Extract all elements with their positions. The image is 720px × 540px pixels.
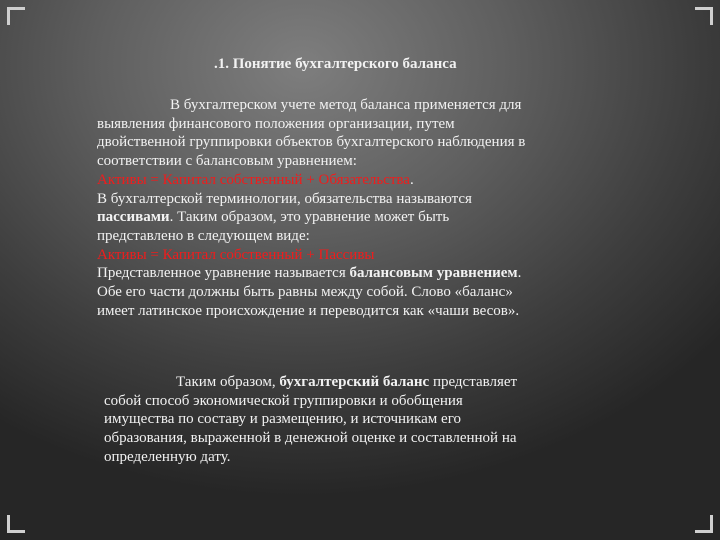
text-fragment: представляет	[429, 374, 518, 390]
text-line: имеет латинское происхождение и переводится как «чаши весов».	[97, 302, 520, 319]
text-line	[97, 264, 627, 283]
text-line: выявления финансового положения организации, путем	[97, 115, 455, 132]
corner-bracket-top-left	[7, 7, 25, 25]
text-line: определенную дату.	[104, 448, 231, 465]
corner-bracket-bottom-right	[695, 515, 713, 533]
equation-assets-liabilities: Активы = Капитал собственный + Обязательства	[97, 171, 410, 188]
equation-line-1	[97, 171, 627, 190]
text-fragment: Представленное уравнение называется	[97, 265, 350, 282]
paragraph-balance-method	[97, 96, 627, 320]
text-line	[104, 373, 624, 392]
text-line: представлено в следующем виде:	[97, 227, 310, 244]
text-fragment: . Таким образом, это уравнение может быть	[169, 209, 450, 226]
slide-title: .1. Понятие бухгалтерского баланса	[214, 56, 457, 72]
corner-bracket-bottom-left	[7, 515, 25, 533]
text-line: Обе его части должны быть равны между собой. Слово «баланс»	[97, 284, 513, 301]
text-line: двойственной группировки объектов бухгалтерского наблюдения в	[97, 134, 526, 151]
text-line: В бухгалтерской терминологии, обязательства называются	[97, 190, 472, 207]
paragraph-balance-definition	[104, 373, 624, 467]
text-fragment: Таким образом,	[176, 374, 280, 390]
punctuation: .	[517, 265, 522, 282]
term-balance-equation: балансовым уравнением	[349, 265, 518, 282]
punctuation: .	[409, 171, 414, 188]
text-line: образования, выраженной в денежной оценке и составленной на	[104, 430, 517, 447]
term-accounting-balance: бухгалтерский баланс	[279, 374, 430, 390]
term-passives: пассивами	[97, 209, 170, 226]
corner-bracket-top-right	[695, 7, 713, 25]
text-line: собой способ экономической группировки и обобщения	[104, 392, 463, 409]
text-line	[97, 208, 627, 227]
text-line: имущества по составу и размещению, и источникам его	[104, 411, 461, 428]
text-line: соответствии с балансовым уравнением:	[97, 153, 357, 170]
equation-assets-passives: Активы = Капитал собственный + Пассивы	[97, 246, 375, 263]
text-line: В бухгалтерском учете метод баланса применяется для	[170, 97, 522, 113]
